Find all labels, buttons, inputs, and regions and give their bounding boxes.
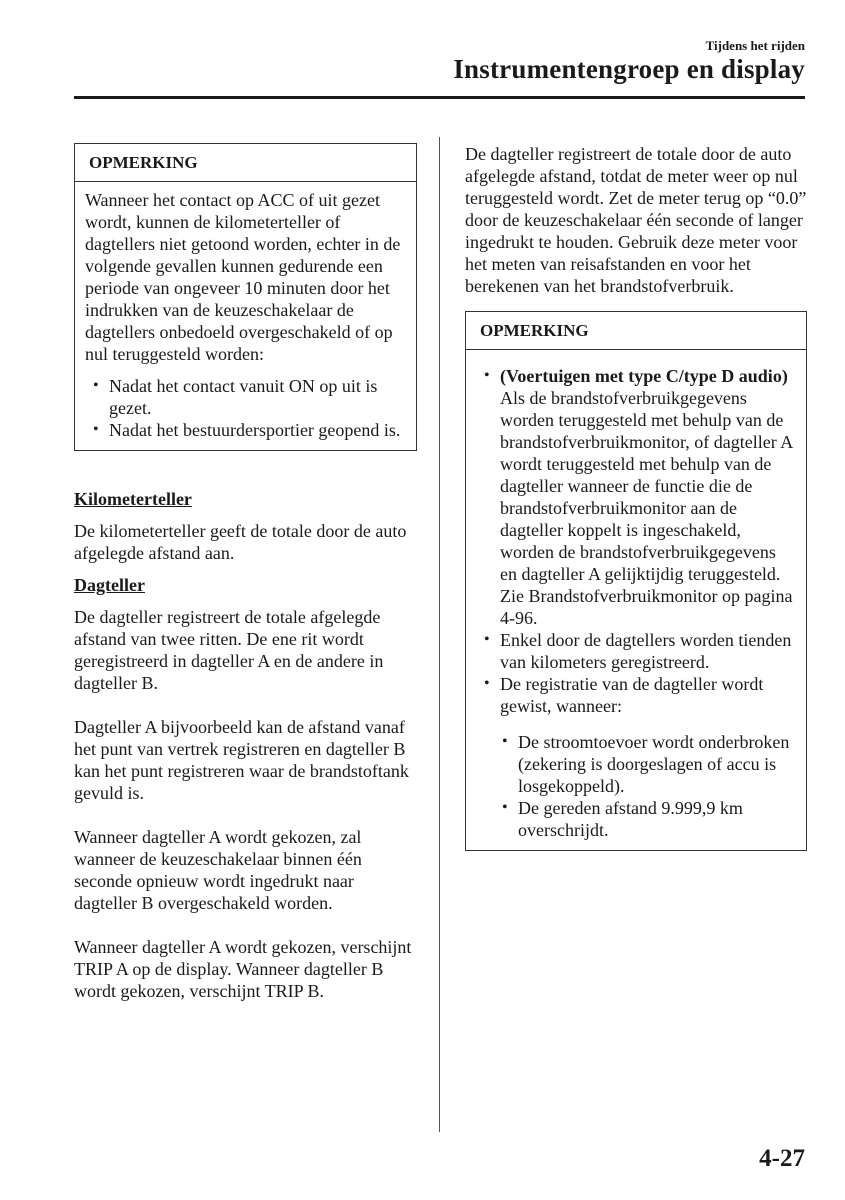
note-body: [466, 350, 806, 850]
bullet-icon: •: [502, 733, 508, 750]
note-heading: OPMERKING: [466, 312, 806, 350]
bullet-icon: •: [484, 675, 490, 692]
bullet-text: Als de brandstofverbruikgegevens worden teruggesteld met behulp van de brandstofverbruikmonitor, of dagteller A wordt teruggesteld met behulp van de dagteller wanneer de functie die de brandstofverbruikmonitor aan de dagteller koppelt is ingeschakeld, worden de brandstofverbruikgegevens en dagteller A gelijktijdig teruggesteld. Zie Brandstofverbruikmonitor op pagina 4-96.: [500, 388, 793, 628]
header-rule: [74, 96, 805, 99]
note-bullet-list: [476, 365, 796, 841]
note-heading: OPMERKING: [75, 144, 416, 182]
trip-paragraph-3: Wanneer dagteller A wordt gekozen, zal wanneer de keuzeschakelaar binnen één seconde opnieuw wordt ingedrukt naar dagteller B overgeschakeld worden.: [74, 827, 362, 913]
section-label: Tijdens het rijden: [705, 38, 805, 53]
bullet-icon: •: [502, 799, 508, 816]
odometer-heading: Kilometerteller: [74, 489, 192, 509]
trip-heading: Dagteller: [74, 575, 145, 595]
sub-bullet-list: [500, 731, 796, 841]
note-bullet-item: • Nadat het bestuurdersportier geopend is.: [93, 420, 401, 440]
note-bullet-item: [476, 365, 796, 629]
right-column: [465, 143, 807, 851]
trip-paragraph-2: Dagteller A bijvoorbeeld kan de afstand vanaf het punt van vertrek registreren en dagteller B kan het punt registreren waar de brandstoftank gevuld is.: [74, 717, 409, 803]
note-box-right: [465, 311, 807, 851]
bullet-icon: •: [484, 631, 490, 648]
left-column: [74, 143, 417, 1002]
bullet-title: (Voertuigen met type C/type D audio): [500, 366, 788, 386]
trip-intro-text: De dagteller registreert de totale door de auto afgelegde afstand, totdat de meter weer op nul teruggesteld wordt. Zet de meter terug op “0.0” door de keuzeschakelaar één seconde of langer ingedrukt te houden. Gebruik deze meter voor het meten van reisafstanden en voor het berekenen van het brandstofverbruik.: [465, 144, 807, 296]
note-bullet-item: • Nadat het contact vanuit ON op uit is gezet.: [93, 376, 378, 418]
bullet-icon: •: [93, 421, 99, 438]
note-box-left: [74, 143, 417, 451]
column-divider: [439, 137, 440, 1132]
trip-paragraph-4: Wanneer dagteller A wordt gekozen, verschijnt TRIP A op de display. Wanneer dagteller B wordt gekozen, verschijnt TRIP B.: [74, 937, 412, 1001]
page-title: Instrumentengroep en display: [453, 54, 805, 84]
note-bullet-item: • Enkel door de dagtellers worden tienden van kilometers geregistreerd.: [484, 630, 792, 672]
note-bullet-list: [85, 375, 406, 441]
odometer-text: De kilometerteller geeft de totale door de auto afgelegde afstand aan.: [74, 521, 407, 563]
bullet-icon: •: [93, 377, 99, 394]
trip-paragraph-1: De dagteller registreert de totale afgelegde afstand van twee ritten. De ene rit wordt geregistreerd in dagteller A en de andere in dagteller B.: [74, 607, 384, 693]
note-body: [75, 182, 416, 450]
page-number: 4-27: [759, 1145, 805, 1172]
note-text: Wanneer het contact op ACC of uit gezet wordt, kunnen de kilometerteller of dagtellers niet getoond worden, echter in de volgende gevallen kunnen gedurende een periode van ongeveer 10 minuten door het indrukken van de keuzeschakelaar de dagtellers onbedoeld overgeschakeld of op nul teruggesteld worden:: [85, 190, 401, 364]
sub-bullet-item: • De stroomtoevoer wordt onderbroken (zekering is doorgeslagen of accu is losgekoppeld).: [502, 732, 790, 796]
bullet-text: De registratie van de dagteller wordt gewist, wanneer:: [500, 674, 764, 716]
note-bullet-item: [476, 673, 796, 841]
sub-bullet-item: • De gereden afstand 9.999,9 km overschrijdt.: [502, 798, 743, 840]
bullet-icon: •: [484, 367, 490, 384]
